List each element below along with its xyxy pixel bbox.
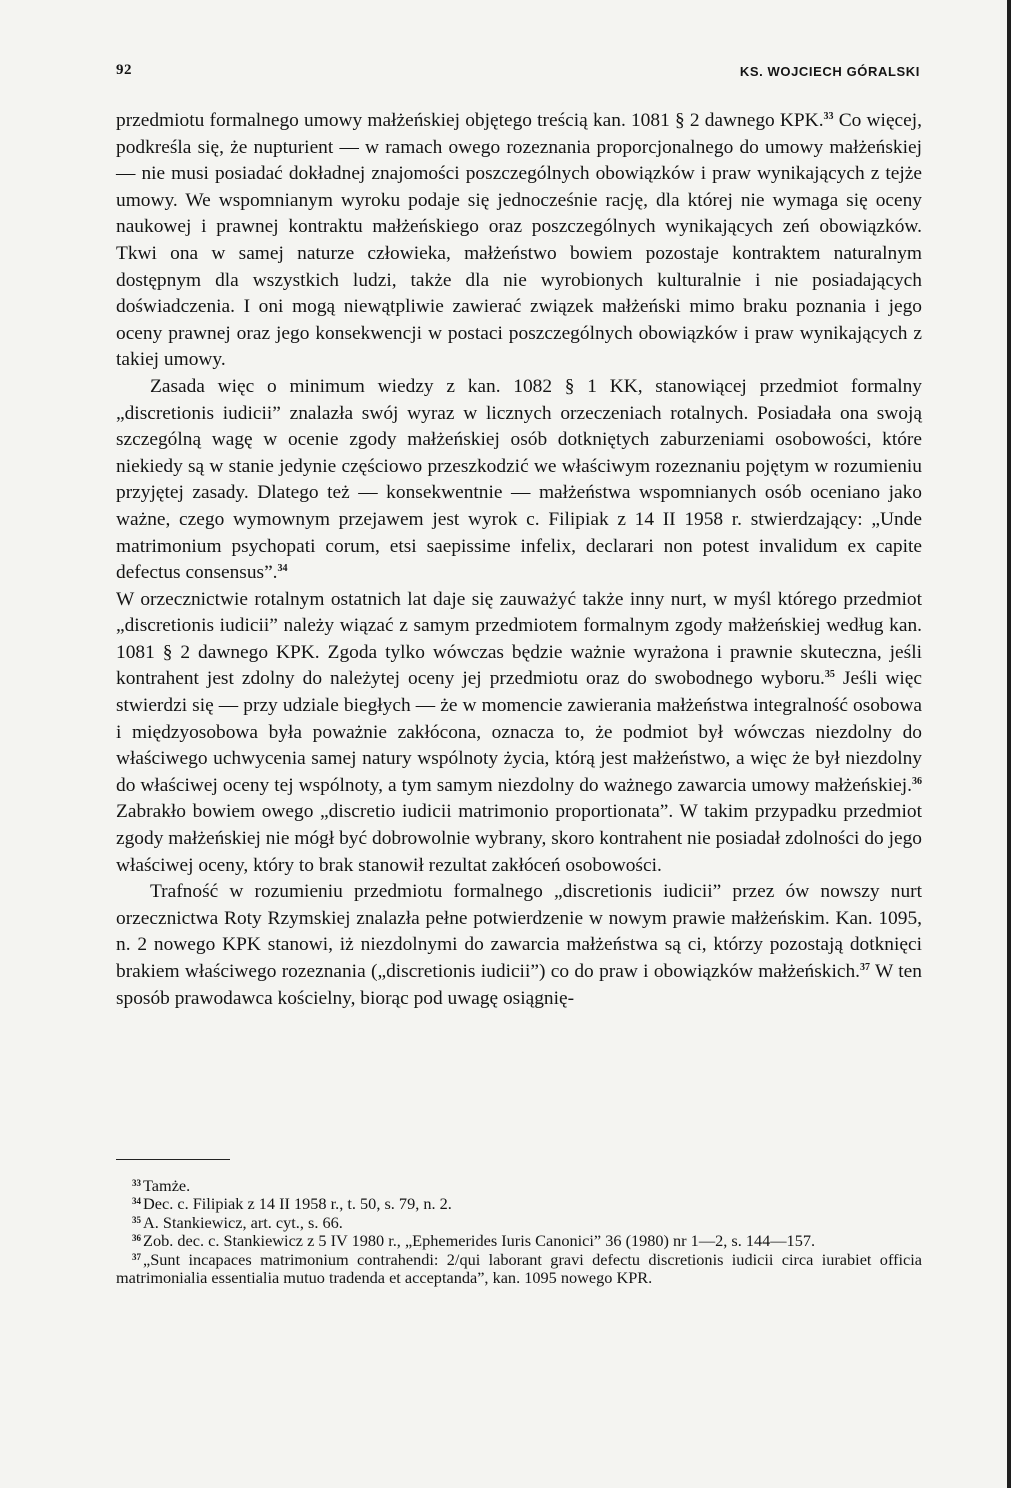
- paragraph-text: W ten sposób prawodawca kościelny, biorąc pod uwagę osiągnię-: [116, 961, 922, 1009]
- footnote-divider: [116, 1159, 230, 1160]
- footnote: [116, 1177, 922, 1195]
- footnote-text: „Sunt incapaces matrimonium contrahendi: 2/qui laborant gravi defectu discretionis iudicii circa iurabiet officia matrimonialia essentialia mutuo tradenda et acceptanda”, kan. 1095 nowego KPR.: [116, 1249, 922, 1288]
- footnote-number: 37: [132, 1251, 141, 1262]
- footnote-ref-35: 35: [824, 669, 835, 681]
- page-header: [116, 60, 920, 84]
- paragraph-text: przedmiotu formalnego umowy małżeńskiej objętego treścią kan. 1081 § 2 dawnego KPK.: [116, 110, 824, 131]
- paragraph-text: Co więcej, podkreśla się, że nupturient — w ramach owego rozeznania proporcjonalnego do umowy małżeńskiej — nie musi posiadać dokładnej znajomości poszczególnych obowiązków i praw wynikających z tejże umowy. We wspomnianym wyroku podaje się jednocześnie rację, dla której nie wymaga się oceny naukowej i prawnej kontraktu małżeńskiego oraz poszczególnych wynikających zeń obowiązków. Tkwi ona w samej naturze człowieka, małżeństwo bowiem pozostaje kontraktem naturalnym dostępnym dla wszystkich ludzi, także dla nie wyrobionych kulturalnie i nie posiadających doświadczenia. I oni mogą niewątpliwie zawierać związek małżeński mimo braku poznania i jego oceny prawnej oraz jego konsekwencji w postaci poszczególnych obowiązków i praw wynikających z takiej umowy.: [116, 110, 922, 371]
- paragraph-text: Zasada więc o minimum wiedzy z kan. 1082 § 1 KK, stanowiącej przedmiot formalny „discretionis iudicii” znalazła swój wyraz w licznych orzeczeniach rotalnych. Posiadała ona swoją szczególną wagę w ocenie zgody małżeńskiej osób dotkniętych zaburzeniami osobowości, które niekiedy są w stanie jedynie częściowo przeszkodzić we właściwym rozeznaniu pojętym w rozumieniu przyjętej zasady. Dlatego też — konsekwentnie — małżeństwa wspomnianych osób oceniano jako ważne, czego wymownym przejawem jest wyrok c. Filipiak z 14 II 1958 r. stwierdzający: „Unde matrimonium psychopati corum, etsi saepissime infelix, declarari non potest invalidum ex capite defectus consensus”.: [116, 375, 922, 584]
- body-text: [116, 108, 922, 1012]
- paragraph-text: Zabrakło bowiem owego „discretio iudicii matrimonio proportionata”. W takim przypadku przedmiot zgody małżeńskiej nie mógł być dobrowolnie wybrany, skoro kontrahent nie posiadał zdolności do jego właściwej oceny, który to brak stanowił rezultat zakłóceń osobowości.: [116, 801, 922, 876]
- paragraph-1: [116, 108, 922, 374]
- footnote-number: 36: [132, 1233, 141, 1244]
- paragraph-4: [116, 879, 922, 1012]
- paragraph-text: W orzecznictwie rotalnym ostatnich lat daje się zauważyć także inny nurt, w myśl którego przedmiot „discretionis iudicii” należy wiązać z samym przedmiotem formalnym zgody małżeńskiej według kan. 1081 § 2 dawnego KPK. Zgoda tylko wówczas będzie ważnie wyrażona i prawnie skuteczna, jeśli kontrahent jest zdolny do należytej oceny jej przedmiotu oraz do swobodnego wyboru.: [116, 588, 922, 690]
- paragraph-3: [116, 587, 922, 880]
- footnote: [116, 1195, 922, 1213]
- running-head: KS. WOJCIECH GÓRALSKI: [739, 64, 920, 79]
- footnote-ref-36: 36: [912, 775, 922, 787]
- page-number: 92: [116, 62, 132, 78]
- footnote-ref-33: 33: [823, 111, 834, 122]
- footnote-text: Tamże.: [143, 1176, 191, 1195]
- page-edge: [1007, 0, 1024, 1488]
- footnote: [116, 1232, 922, 1250]
- paragraph-2: [116, 374, 922, 587]
- footnote-number: 34: [132, 1196, 141, 1207]
- footnote-text: A. Stankiewicz, art. cyt., s. 66.: [143, 1212, 343, 1232]
- footnote: [116, 1251, 922, 1288]
- footnote: [116, 1214, 922, 1232]
- paragraph-text: Jeśli więc stwierdzi się — przy udziale biegłych — że w momencie zawierania małżeństwa integralność osobowa i międzyosobowa była poważnie zakłócona, oznacza to, że podmiot był wówczas niezdolny do właściwego uchwycenia samej natury wspólnoty życia, którą jest małżeństwo, a więc że był niezdolny do właściwej oceny tej wspólnoty, a tym samym niezdolny do ważnego zawarcia umowy małżeńskiej.: [116, 668, 922, 796]
- footnote-number: 35: [132, 1214, 141, 1225]
- footnote-text: Zob. dec. c. Stankiewicz z 5 IV 1980 r., „Ephemerides Iuris Canonici” 36 (1980) nr 1—2, s. 144—157.: [143, 1231, 816, 1251]
- footnote-text: Dec. c. Filipiak z 14 II 1958 r., t. 50, s. 79, n. 2.: [143, 1194, 452, 1214]
- footnote-number: 33: [132, 1178, 141, 1188]
- paragraph-text: Trafność w rozumieniu przedmiotu formalnego „discretionis iudicii” przez ów nowszy nurt orzecznictwa Roty Rzymskiej znalazła pełne potwierdzenie w nowym prawie małżeńskim. Kan. 1095, n. 2 nowego KPK stanowi, iż niezdolnymi do zawarcia małżeństwa są ci, którzy pozostają dotknięci brakiem właściwego rozeznania („discretionis iudicii”) co do praw i obowiązków małżeńskich.: [116, 881, 922, 982]
- footnotes: [116, 1177, 922, 1287]
- footnote-ref-34: 34: [277, 563, 288, 575]
- footnote-ref-37: 37: [860, 962, 871, 973]
